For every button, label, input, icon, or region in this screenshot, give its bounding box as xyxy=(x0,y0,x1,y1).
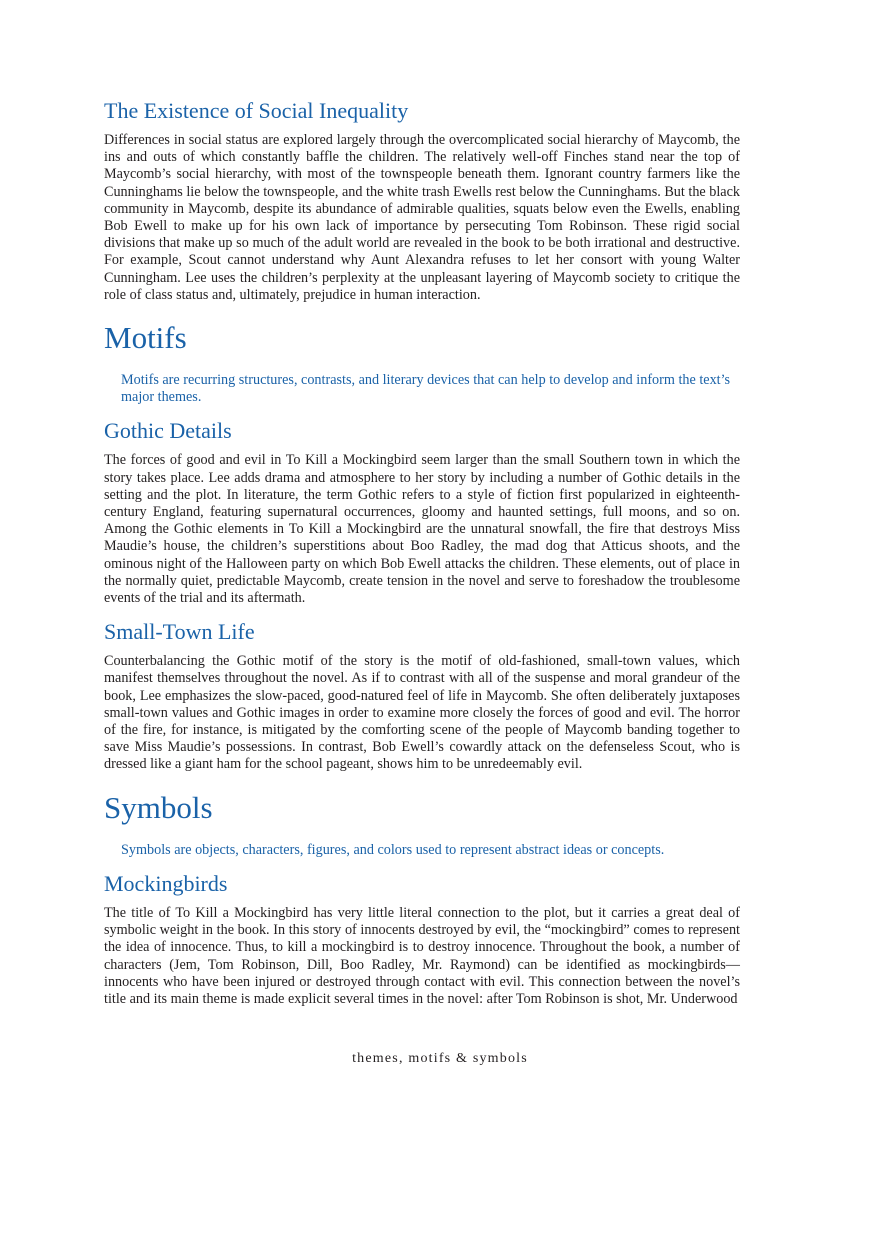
symbols-intro: Symbols are objects, characters, figures, and colors used to represent abstract ideas or concepts. xyxy=(121,841,665,858)
paragraph-social-inequality: Differences in social status are explored largely through the overcomplicated social hierarchy of Maycomb, the ins and outs of which constantly baffle the children. The relatively well-off Finches stand near the top of Maycomb’s social hierarchy, with most of the townspeople beneath them. Ignorant country farmers like the Cunninghams lie below the townspeople, and the white trash Ewells rest below the Cunninghams. But the black community in Maycomb, despite its abundance of admirable qualities, squats below even the Ewells, enabling Bob Ewell to make up for his own lack of importance by persecuting Tom Robinson. These rigid social divisions that make up so much of the adult world are revealed in the book to be both irrational and destructive. For example, Scout cannot understand why Aunt Alexandra refuses to let her consort with young Walter Cunningham. Lee uses the children’s perplexity at the unpleasant layering of Maycomb society to critique the role of class status and, ultimately, prejudice in human interaction. xyxy=(104,132,740,303)
page-content xyxy=(104,96,740,1008)
section-heading-small-town-life: Small-Town Life xyxy=(104,619,255,645)
paragraph-small-town-life: Counterbalancing the Gothic motif of the story is the motif of old-fashioned, small-town values, which manifest themselves throughout the novel. As if to contrast with all of the suspense and moral grandeur of the book, Lee emphasizes the slow-paced, good-natured feel of life in Maycomb. She often deliberately juxtaposes small-town values and Gothic images in order to examine more closely the forces of good and evil. The horror of the fire, for instance, is mitigated by the comforting scene of the people of Maycomb banding together to save Miss Maudie’s possessions. In contrast, Bob Ewell’s cowardly attack on the defenseless Scout, who is dressed like a giant ham for the school pageant, shows him to be unredeemably evil. xyxy=(104,653,740,773)
chapter-heading-motifs: Motifs xyxy=(104,320,187,356)
motifs-intro: Motifs are recurring structures, contrasts, and literary devices that can help to develop and inform the text’s major themes. xyxy=(121,372,731,406)
paragraph-mockingbirds: The title of To Kill a Mockingbird has very little literal connection to the plot, but it carries a great deal of symbolic weight in the book. In this story of innocents destroyed by evil, the “mockingbird” comes to represent the idea of innocence. Thus, to kill a mockingbird is to destroy innocence. Throughout the book, a number of characters (Jem, Tom Robinson, Dill, Boo Radley, Mr. Raymond) can be identified as mockingbirds—innocents who have been injured or destroyed through contact with evil. This connection between the novel’s title and its main theme is made explicit several times in the novel: after Tom Robinson is shot, Mr. Underwood xyxy=(104,904,740,1007)
chapter-heading-symbols: Symbols xyxy=(104,789,213,825)
section-heading-social-inequality: The Existence of Social Inequality xyxy=(104,98,409,123)
section-heading-gothic-details: Gothic Details xyxy=(104,418,232,444)
paragraph-gothic-details: The forces of good and evil in To Kill a Mockingbird seem larger than the small Southern town in which the story takes place. Lee adds drama and atmosphere to her story by including a number of Gothic details in the setting and the plot. In literature, the term Gothic refers to a style of fiction first popularized in eighteenth-century England, featuring supernatural occurrences, gloomy and haunted settings, full moons, and so on. Among the Gothic elements in To Kill a Mockingbird are the unnatural snowfall, the fire that destroys Miss Maudie’s house, the children’s superstitions about Boo Radley, the mad dog that Atticus shoots, and the ominous night of the Halloween party on which Bob Ewell attacks the children. These elements, out of place in the normally quiet, predictable Maycomb, create tension in the novel and serve to foreshadow the troublesome events of the trial and its aftermath. xyxy=(104,452,740,607)
page-footer: themes, motifs & symbols xyxy=(352,1051,528,1066)
section-heading-mockingbirds: Mockingbirds xyxy=(104,870,228,896)
